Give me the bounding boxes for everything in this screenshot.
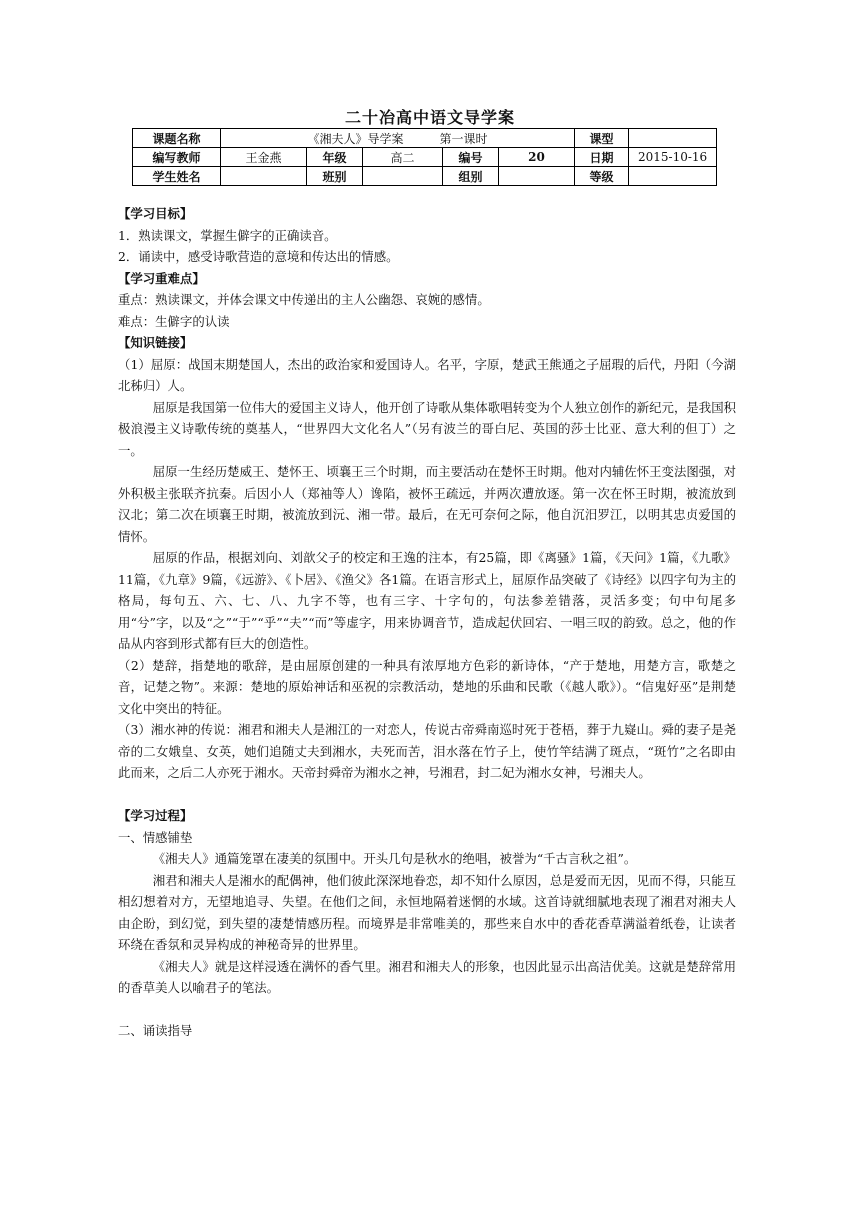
focus-heading: 【学习重难点】 [118,270,205,286]
process-paragraph: 《湘夫人》就是这样浸透在满怀的香气里。湘君和湘夫人的形象，也因此显示出高洁优美。这就是楚辞常用的香草美人以喻君子的笔法。 [118,958,736,995]
spacer [118,999,736,1021]
group-label: 组别 [443,167,499,186]
focus-difficult: 难点：生僻字的认读 [118,313,230,329]
topic-label: 课题名称 [133,129,221,148]
goals-heading: 【学习目标】 [118,206,193,221]
link-paragraph: （2）楚辞，指楚地的歌辞，是由屈原创建的一种具有浓厚地方色彩的新诗体，“产于楚地，用楚方言，歌楚之音，记楚之物”。来源：楚地的原始神话和巫祝的宗教活动，楚地的乐曲和民歌（《越人歌》）。“信鬼好巫”是荆楚文化中突出的特征。 [118,657,736,716]
grade-label: 年级 [307,148,363,167]
document-title: 二十冶高中语文导学案 [344,108,515,127]
type-value[interactable] [629,129,717,148]
grade-value: 高二 [363,148,443,167]
link-paragraph: 屈原的作品，根据刘向、刘歆父子的校定和王逸的注本，有25篇，即《离骚》1篇，《天问》1篇，《九歌》11篇，《九章》9篇，《远游》、《卜居》、《渔父》各1篇。在语言形式上，屈原作品突破了《诗经》以四字句为主的格局，每句五、六、七、八、九字不等，也有三字、十字句的，句法参差错落，灵活多变；句中句尾多用“兮”字，以及“之”“于”“乎”“夫”“而”等虚字，用来协调音节，造成起伏回宕、一唱三叹的韵致。总之，他的作品从内容到形式都有巨大的创造性。 [118,550,736,651]
process-paragraph: 湘君和湘夫人是湘水的配偶神，他们彼此深深地眷恋，却不知什么原因，总是爱而无因，见而不得，只能互相幻想着对方，无望地追寻、失望。在他们之间，永恒地隔着迷惘的水域。这首诗就细腻地表现了湘君对湘夫人由企盼，到幻觉，到失望的凄楚情感历程。而境界是非常唯美的，那些来自水中的香花香草满溢着纸卷，让读者环绕在香氛和灵异构成的神秘奇异的世界里。 [118,872,736,952]
meta-row [133,148,717,167]
level-label: 等级 [575,167,629,186]
meta-row [133,167,717,186]
process-subheading: 二、诵读指导 [118,1023,193,1038]
meta-row [133,129,717,148]
date-value: 2015-10-16 [629,148,717,167]
group-value[interactable] [499,167,575,186]
student-value[interactable] [221,167,307,186]
link-paragraph: 屈原一生经历楚威王、楚怀王、顷襄王三个时期，而主要活动在楚怀王时期。他对内辅佐怀王变法图强，对外积极主张联齐抗秦。后因小人（郑袖等人）谗陷，被怀王疏远，并两次遭放逐。第一次在怀王时期，被流放到汉北；第二次在顷襄王时期，被流放到沅、湘一带。最后，在无可奈何之际，他自沉汨罗江，以明其忠贞爱国的情怀。 [118,464,736,544]
type-label: 课型 [575,129,629,148]
class-value[interactable] [363,167,443,186]
links-heading: 【知识链接】 [118,335,193,350]
student-label: 学生姓名 [133,167,221,186]
level-value[interactable] [629,167,717,186]
process-paragraph: 《湘夫人》通篇笼罩在凄美的氛围中。开头几句是秋水的绝唱，被誉为“千古言秋之祖”。 [152,851,637,866]
process-subheading: 一、情感铺垫 [118,829,193,845]
focus-key: 重点：熟读课文，并体会课文中传递出的主人公幽怨、哀婉的感情。 [118,292,490,307]
number-value: 20 [499,148,575,167]
author-value: 王金燕 [221,148,307,167]
spacer [118,784,736,806]
meta-table [132,128,717,186]
class-label: 班别 [307,167,363,186]
number-label: 编号 [443,148,499,167]
author-label: 编写教师 [133,148,221,167]
process-heading: 【学习过程】 [118,808,193,823]
goal-item: 2．诵读中，感受诗歌营造的意境和传达出的情感。 [118,249,399,264]
goal-item: 1．熟读课文，掌握生僻字的正确读音。 [118,227,337,243]
date-label: 日期 [575,148,629,167]
link-paragraph: （3）湘水神的传说：湘君和湘夫人是湘江的一对恋人，传说古帝舜南巡时死于苍梧，葬于九嶷山。舜的妻子是尧帝的二女娥皇、女英，她们追随丈夫到湘水，夫死而苦，泪水落在竹子上，使竹竿结满了斑点，“斑竹”之名即由此而来，之后二人亦死于湘水。天帝封舜帝为湘水之神，号湘君，封二妃为湘水女神，号湘夫人。 [118,722,736,780]
link-paragraph: （1）屈原：战国末期楚国人，杰出的政治家和爱国诗人。名平，字原，楚武王熊通之子屈瑕的后代，丹阳（今湖北秭归）人。 [118,356,736,393]
link-paragraph: 屈原是我国第一位伟大的爱国主义诗人，他开创了诗歌从集体歌唱转变为个人独立创作的新纪元，是我国积极浪漫主义诗歌传统的奠基人，“世界四大文化名人”（另有波兰的哥白尼、英国的莎士比亚、意大利的但丁）之一。 [118,399,736,458]
document-body [118,203,736,1042]
topic-value: 《湘夫人》导学案 第一课时 [221,129,575,148]
